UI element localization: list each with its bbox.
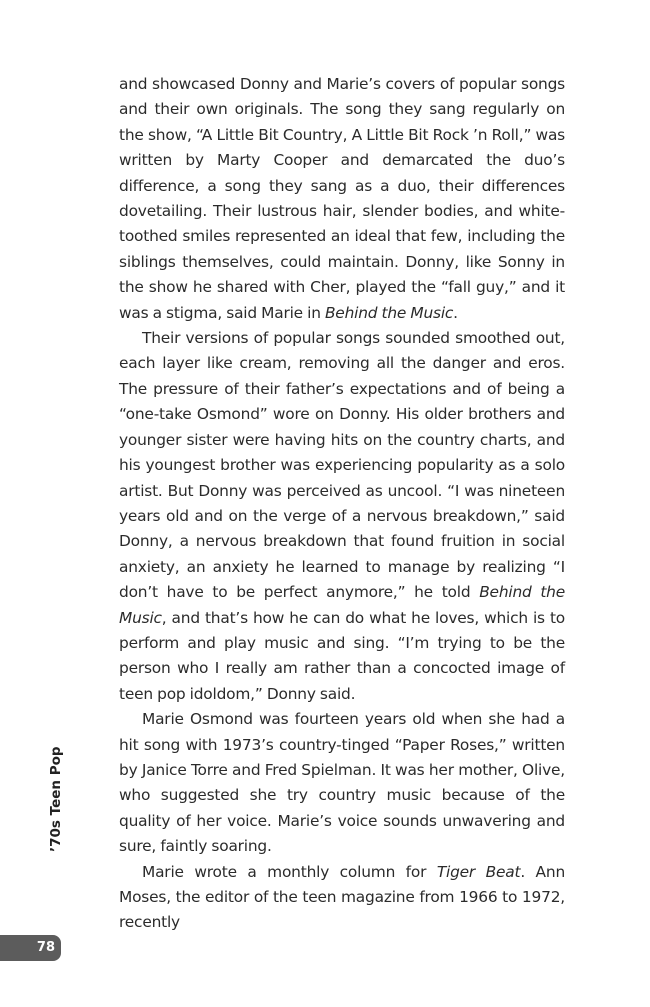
page-number: 78 bbox=[36, 940, 55, 955]
text-segment: . Ann Moses, the editor of the teen magazine from 1966 to 1972, recently bbox=[119, 862, 565, 932]
text-segment: and showcased Donny and Marie’s covers of popular songs and their own originals. The song they sang regularly on the show, “A Little Bit Country, A Little Bit Rock ’n Roll,” was written by Marty Cooper and demarcated the duo’s difference, a song they sang as a duo, their differences dovetailing. Their lustrous hair, slender bodies, and white-toothed smiles represented an ideal that few, including the siblings themselves, could maintain. Donny, like Sonny in the show he shared with Cher, played the “fall guy,” and it was a stigma, said Marie in bbox=[119, 75, 565, 322]
text-segment: . bbox=[453, 303, 458, 322]
paragraph-1 bbox=[119, 72, 565, 326]
magazine-title-italic: Tiger Beat bbox=[436, 862, 521, 881]
book-title-italic: Behind the Music bbox=[324, 303, 454, 322]
paragraph-2 bbox=[119, 326, 565, 707]
body-text bbox=[119, 72, 565, 936]
page-number-tab bbox=[0, 935, 61, 961]
paragraph-4 bbox=[119, 860, 565, 936]
paragraph-3 bbox=[119, 707, 565, 859]
book-title-italic: Behind the Music bbox=[119, 583, 565, 627]
text-segment: , and that’s how he can do what he loves, which is to perform and play music and sing. “I’m trying to be the person who I really am rather than a concocted image of teen pop idoldom,” Donny said. bbox=[119, 608, 565, 703]
text-segment: Marie wrote a monthly column for bbox=[142, 862, 437, 881]
text-segment: Marie Osmond was fourteen years old when she had a hit song with 1973’s country-tinged “Paper Roses,” written by Janice Torre and Fred Spielman. It was her mother, Olive, who suggested she try country music because of the quality of her voice. Marie’s voice sounds unwavering and sure, faintly soaring. bbox=[119, 710, 565, 856]
running-head: ’70s Teen Pop bbox=[48, 746, 64, 852]
text-segment: Their versions of popular songs sounded smoothed out, each layer like cream, removing all the danger and eros. The pressure of their father’s expectations and of being a “one-take Osmond” wore on Donny. His older brothers and younger sister were having hits on the country charts, and his youngest brother was experiencing popularity as a solo artist. But Donny was perceived as uncool. “I was nineteen years old and on the verge of a nervous breakdown,” said Donny, a nervous breakdown that found fruition in social anxiety, an anxiety he learned to manage by realizing “I don’t have to be perfect anymore,” he told bbox=[119, 329, 565, 602]
